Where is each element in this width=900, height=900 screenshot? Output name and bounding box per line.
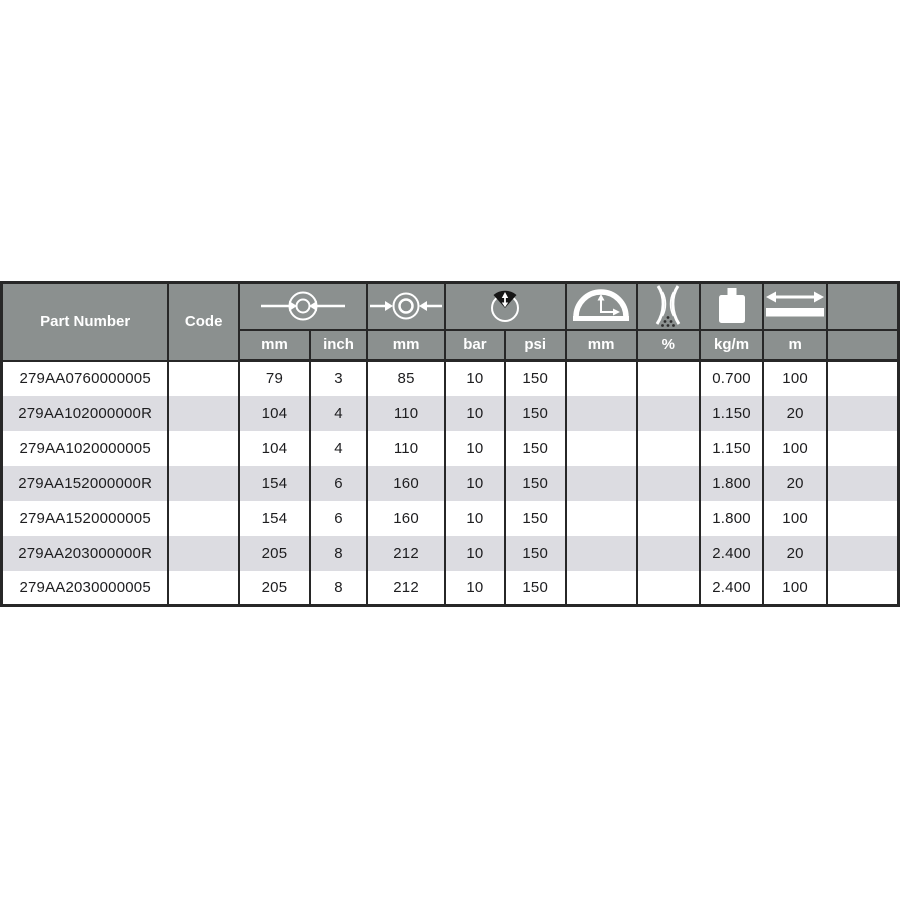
cell-m: 20 — [763, 396, 827, 431]
cell-od-mm: 110 — [367, 431, 445, 466]
table-row — [2, 501, 899, 536]
cell-kg-m: 1.150 — [700, 431, 763, 466]
cell-bar: 10 — [445, 466, 505, 501]
table-body — [2, 361, 899, 606]
cell-od-mm: 212 — [367, 571, 445, 606]
cell-kg-m: 0.700 — [700, 361, 763, 396]
unit-od-mm: mm — [367, 330, 445, 361]
cell-part: 279AA152000000R — [2, 466, 169, 501]
unit-id-inch: inch — [310, 330, 367, 361]
bend-radius-icon — [570, 286, 632, 326]
cell-bend-mm — [566, 361, 637, 396]
cell-od-mm: 160 — [367, 466, 445, 501]
cell-m: 100 — [763, 361, 827, 396]
code-header: Code — [168, 283, 239, 361]
cell-id-mm: 154 — [239, 466, 310, 501]
cell-part: 279AA0760000005 — [2, 361, 169, 396]
unit-vacuum-pct: % — [637, 330, 700, 361]
table-header — [2, 283, 899, 361]
unit-bend-mm: mm — [566, 330, 637, 361]
cell-kg-m: 2.400 — [700, 536, 763, 571]
cell-kg-m: 1.800 — [700, 466, 763, 501]
cell-bend-mm — [566, 536, 637, 571]
cell-m: 20 — [763, 536, 827, 571]
cell-vacuum-pct — [637, 466, 700, 501]
cell-code — [168, 466, 239, 501]
cell-psi: 150 — [505, 466, 566, 501]
table-row — [2, 571, 899, 606]
unit-psi: psi — [505, 330, 566, 361]
vacuum-icon — [650, 284, 686, 328]
cell-part: 279AA1520000005 — [2, 501, 169, 536]
cell-bend-mm — [566, 466, 637, 501]
outer-diameter-icon — [368, 286, 444, 326]
table-row — [2, 466, 899, 501]
cell-m: 100 — [763, 501, 827, 536]
cropped-column-unit — [827, 330, 898, 361]
cell-od-mm: 212 — [367, 536, 445, 571]
cell-od-mm: 160 — [367, 501, 445, 536]
cell-part: 279AA203000000R — [2, 536, 169, 571]
cell-id-inch: 3 — [310, 361, 367, 396]
table-row — [2, 396, 899, 431]
cell-code — [168, 571, 239, 606]
cell-code — [168, 396, 239, 431]
cell-bar: 10 — [445, 501, 505, 536]
length-icon — [764, 287, 826, 325]
cell-bar: 10 — [445, 431, 505, 466]
cell-bend-mm — [566, 501, 637, 536]
inner-diameter-header — [239, 283, 367, 330]
cell-bar: 10 — [445, 571, 505, 606]
cell-psi: 150 — [505, 501, 566, 536]
cropped-column-header — [827, 283, 898, 330]
working-pressure-header — [445, 283, 566, 330]
hose-spec-table — [0, 281, 900, 607]
cell-id-mm: 154 — [239, 501, 310, 536]
working-pressure-icon — [485, 286, 525, 326]
cell-code — [168, 536, 239, 571]
cell-psi: 150 — [505, 431, 566, 466]
vacuum-header — [637, 283, 700, 330]
cell-code — [168, 361, 239, 396]
cell-bend-mm — [566, 431, 637, 466]
cell-bar: 10 — [445, 536, 505, 571]
cell-bar: 10 — [445, 361, 505, 396]
cell-id-mm: 104 — [239, 431, 310, 466]
unit-bar: bar — [445, 330, 505, 361]
cropped-cell — [827, 431, 898, 466]
cell-vacuum-pct — [637, 361, 700, 396]
cell-id-mm: 205 — [239, 571, 310, 606]
cell-vacuum-pct — [637, 536, 700, 571]
cropped-cell — [827, 536, 898, 571]
cell-m: 100 — [763, 431, 827, 466]
cropped-cell — [827, 571, 898, 606]
cell-code — [168, 431, 239, 466]
cell-part: 279AA2030000005 — [2, 571, 169, 606]
cell-id-mm: 205 — [239, 536, 310, 571]
unit-id-mm: mm — [239, 330, 310, 361]
cell-psi: 150 — [505, 536, 566, 571]
cell-m: 20 — [763, 466, 827, 501]
cell-kg-m: 1.800 — [700, 501, 763, 536]
bend-radius-header — [566, 283, 637, 330]
cell-id-mm: 104 — [239, 396, 310, 431]
cell-bend-mm — [566, 396, 637, 431]
cell-bend-mm — [566, 571, 637, 606]
cell-id-inch: 8 — [310, 536, 367, 571]
cell-code — [168, 501, 239, 536]
cell-id-inch: 8 — [310, 571, 367, 606]
inner-diameter-icon — [253, 286, 353, 326]
cropped-cell — [827, 501, 898, 536]
cell-id-inch: 6 — [310, 501, 367, 536]
cell-psi: 150 — [505, 361, 566, 396]
cell-psi: 150 — [505, 571, 566, 606]
cell-part: 279AA1020000005 — [2, 431, 169, 466]
cell-id-inch: 4 — [310, 431, 367, 466]
cell-vacuum-pct — [637, 571, 700, 606]
cell-kg-m: 1.150 — [700, 396, 763, 431]
cell-id-inch: 4 — [310, 396, 367, 431]
cropped-cell — [827, 466, 898, 501]
outer-diameter-header — [367, 283, 445, 330]
cell-bar: 10 — [445, 396, 505, 431]
part-number-header: Part Number — [2, 283, 169, 361]
table-row — [2, 361, 899, 396]
cell-m: 100 — [763, 571, 827, 606]
unit-kg-m: kg/m — [700, 330, 763, 361]
cell-id-mm: 79 — [239, 361, 310, 396]
icon-header-row — [2, 283, 899, 330]
weight-icon — [715, 286, 749, 326]
cropped-cell — [827, 396, 898, 431]
cell-id-inch: 6 — [310, 466, 367, 501]
cell-part: 279AA102000000R — [2, 396, 169, 431]
cell-kg-m: 2.400 — [700, 571, 763, 606]
cell-vacuum-pct — [637, 431, 700, 466]
table-row — [2, 431, 899, 466]
cell-od-mm: 85 — [367, 361, 445, 396]
unit-m: m — [763, 330, 827, 361]
length-header — [763, 283, 827, 330]
table-row — [2, 536, 899, 571]
cell-od-mm: 110 — [367, 396, 445, 431]
cell-psi: 150 — [505, 396, 566, 431]
weight-header — [700, 283, 763, 330]
cropped-cell — [827, 361, 898, 396]
cell-vacuum-pct — [637, 396, 700, 431]
cell-vacuum-pct — [637, 501, 700, 536]
